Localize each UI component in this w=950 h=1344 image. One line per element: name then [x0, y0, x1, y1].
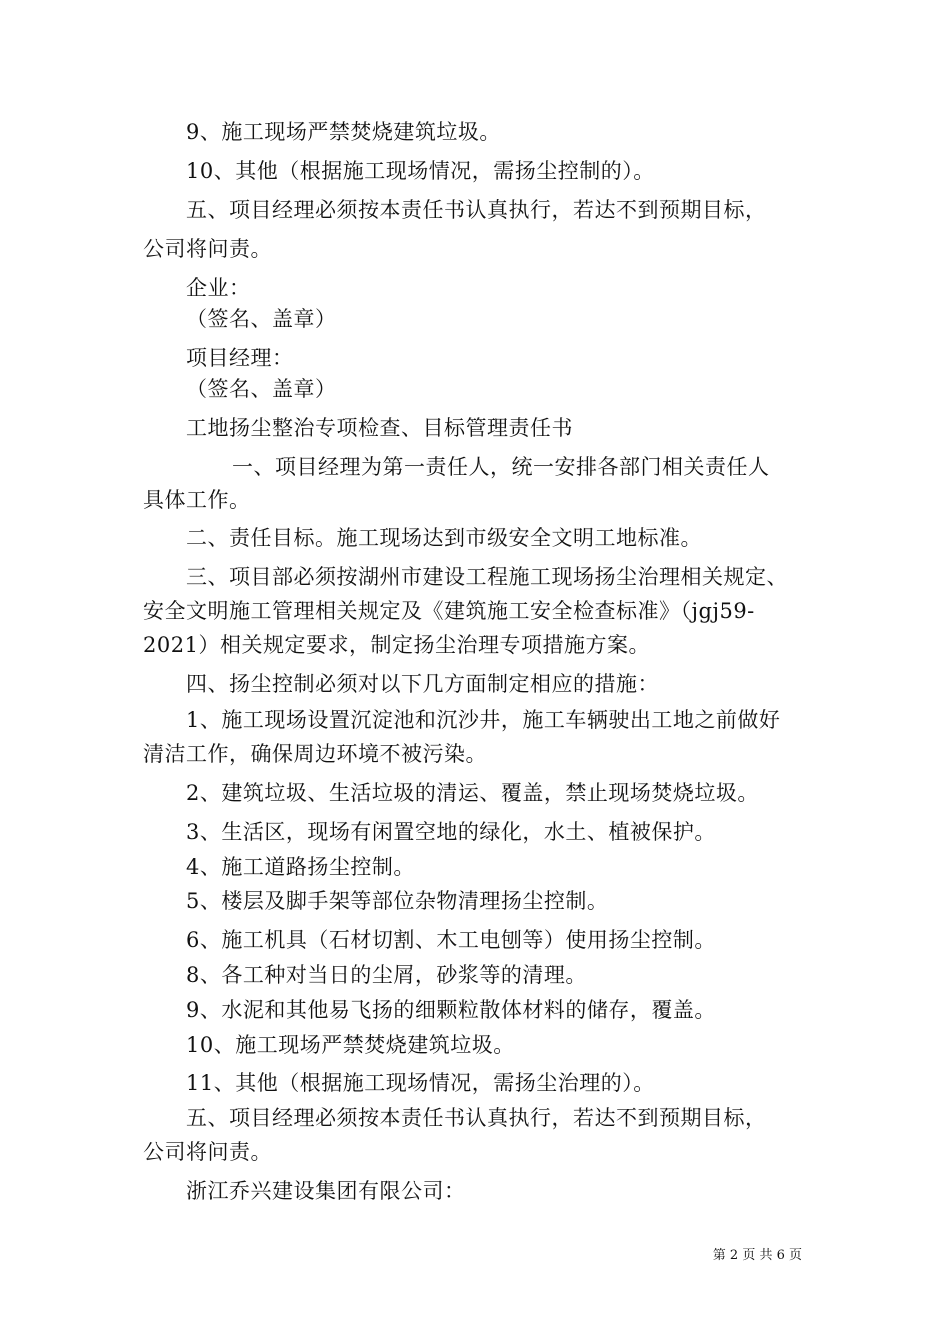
text-line: 项目经理：	[186, 346, 294, 370]
text-line: 6、施工机具（石材切割、木工电刨等）使用扬尘控制。	[186, 928, 716, 952]
text-line: 四、扬尘控制必须对以下几方面制定相应的措施：	[186, 672, 659, 696]
text-line: 10、施工现场严禁焚烧建筑垃圾。	[186, 1033, 515, 1057]
text-line: 五、项目经理必须按本责任书认真执行，若达不到预期目标，	[186, 1106, 767, 1130]
text-line: 1、施工现场设置沉淀池和沉沙井，施工车辆驶出工地之前做好	[186, 708, 781, 732]
text-line: 公司将问责。	[143, 237, 272, 261]
text-line: 浙江乔兴建设集团有限公司：	[186, 1179, 466, 1203]
text-line: 一、项目经理为第一责任人，统一安排各部门相关责任人	[232, 455, 770, 479]
text-line: 5、楼层及脚手架等部位杂物清理扬尘控制。	[186, 889, 609, 913]
signature-line: （签名、盖章）	[186, 377, 337, 401]
text-line: 五、项目经理必须按本责任书认真执行，若达不到预期目标，	[186, 198, 767, 222]
text-line: 三、项目部必须按湖州市建设工程施工现场扬尘治理相关规定、	[186, 565, 788, 589]
text-line: 清洁工作，确保周边环境不被污染。	[143, 742, 487, 766]
text-line: 8、各工种对当日的尘屑，砂浆等的清理。	[186, 963, 587, 987]
text-line: 公司将问责。	[143, 1140, 272, 1164]
section-title: 工地扬尘整治专项检查、目标管理责任书	[186, 416, 573, 440]
text-line: 安全文明施工管理相关规定及《建筑施工安全检查标准》（jgj59-	[143, 599, 755, 623]
text-line: 2021）相关规定要求，制定扬尘治理专项措施方案。	[143, 633, 650, 657]
text-line: 2、建筑垃圾、生活垃圾的清运、覆盖，禁止现场焚烧垃圾。	[186, 781, 759, 805]
text-line: 4、施工道路扬尘控制。	[186, 855, 415, 879]
text-line: 二、责任目标。施工现场达到市级安全文明工地标准。	[186, 526, 702, 550]
text-line: 11、其他（根据施工现场情况，需扬尘治理的）。	[186, 1071, 655, 1095]
text-line: 企业：	[186, 276, 251, 300]
text-line: 9、水泥和其他易飞扬的细颗粒散体材料的储存，覆盖。	[186, 998, 716, 1022]
text-line: 10、其他（根据施工现场情况，需扬尘控制的）。	[186, 159, 655, 183]
signature-line: （签名、盖章）	[186, 307, 337, 331]
text-line: 9、施工现场严禁焚烧建筑垃圾。	[186, 120, 501, 144]
page-number: 第 2 页 共 6 页	[712, 1248, 802, 1263]
text-line: 3、生活区，现场有闲置空地的绿化，水土、植被保护。	[186, 820, 716, 844]
text-line: 具体工作。	[143, 488, 251, 512]
